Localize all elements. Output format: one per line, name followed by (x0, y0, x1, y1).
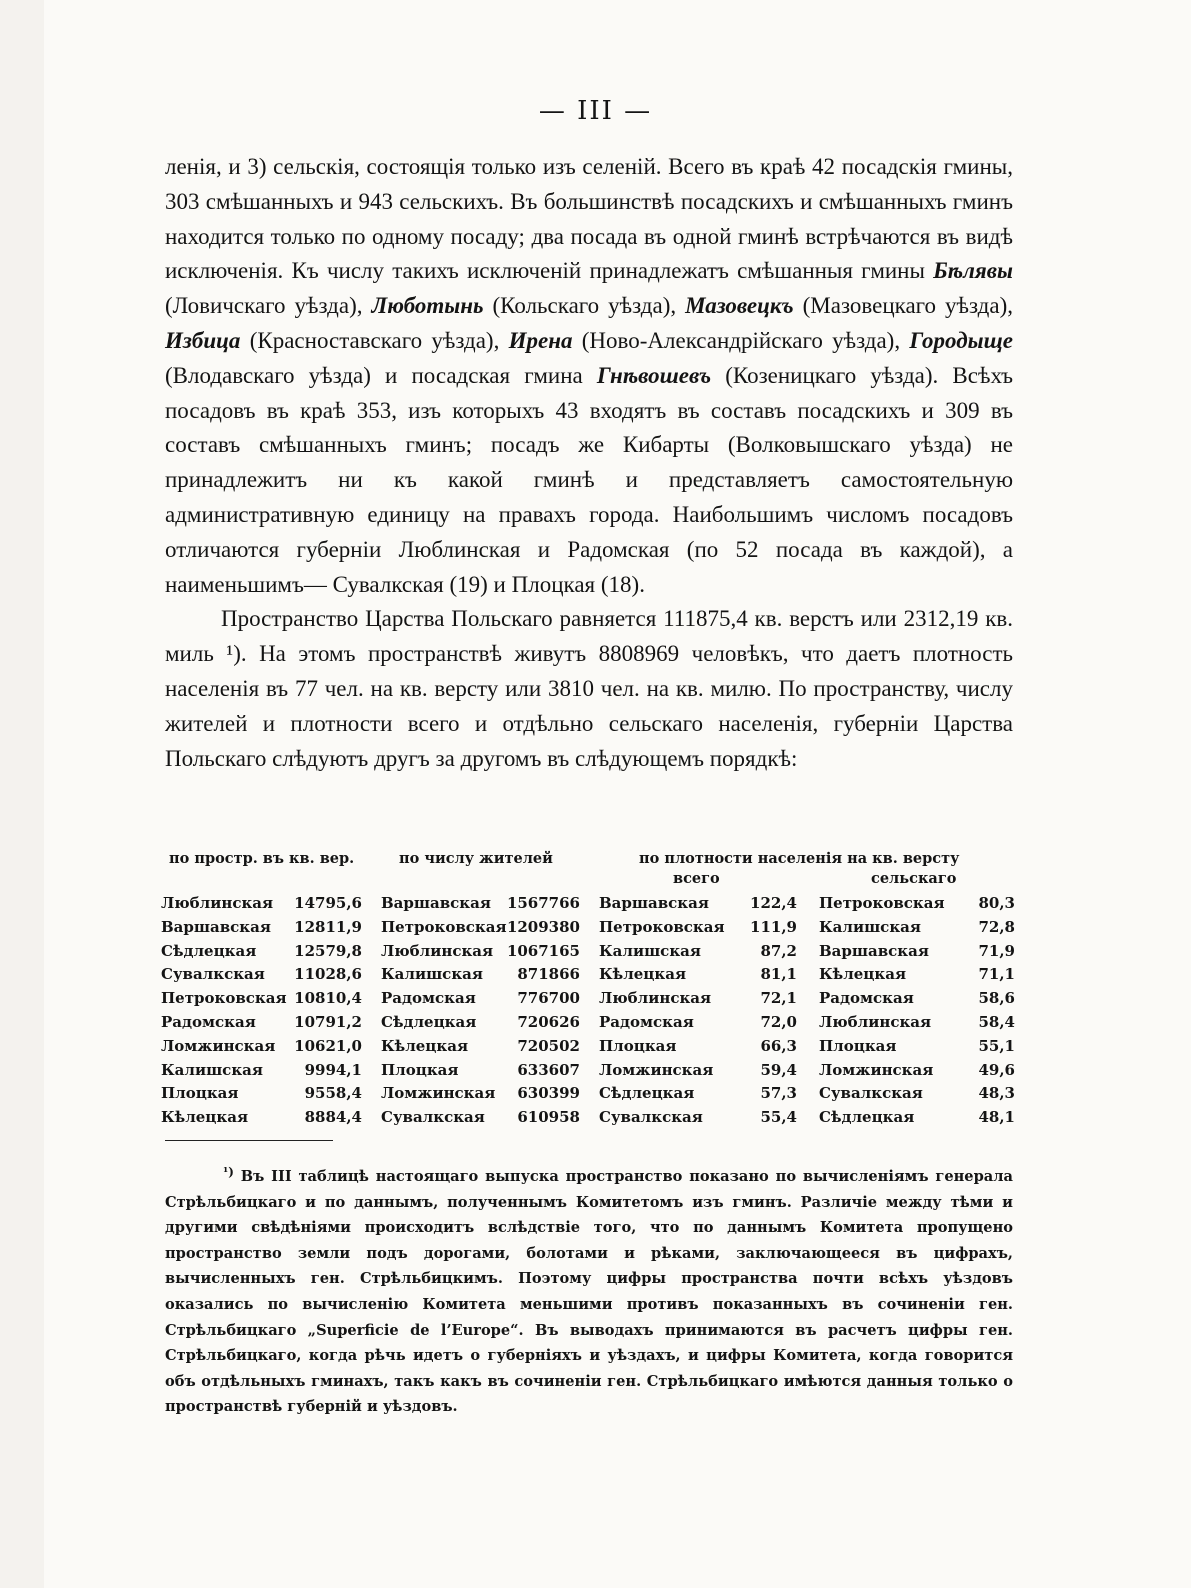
table-cell-name: Плоцкая (599, 1036, 677, 1055)
table-cell-name: Ломжинская (599, 1060, 714, 1079)
table-cell-name: Сувалкская (599, 1108, 703, 1127)
table-cell-value: 14795,6 (294, 894, 362, 912)
table-cell-name: Радомская (819, 989, 914, 1008)
ranking-table (161, 850, 1017, 1132)
table-cell-value: 71,9 (978, 941, 1015, 960)
text-run: (Кольскаго уѣзда), (483, 293, 686, 319)
table-cell-name: Калишская (599, 941, 701, 960)
paragraph-2: Пространство Царства Польскаго равняется 111875,4 кв. верстъ или 2312,19 кв. миль ¹). На этомъ пространствѣ живутъ 8808969 человѣкъ, что даетъ плотность населенія въ 77 чел. на кв. версту или 3810 чел. на кв. милю. По пространству, числу жителей и плотности всего и отдѣльно сельскаго населенія, губерніи Царства Польскаго слѣдуютъ другъ за другомъ въ слѣдующемъ порядкѣ: (165, 606, 1013, 771)
table-cell-value: 11028,6 (294, 965, 362, 984)
table-cell-value: 1209380 (506, 917, 580, 936)
paragraph-1 (165, 150, 1013, 602)
footnote-rule (165, 1140, 333, 1141)
text-run: ленія, и 3) сельскія, состоящія только изъ селеній. Всего въ краѣ 42 посадскія гмины, 303 смѣшанныхъ и 943 сельскихъ. Въ большинствѣ посадскихъ и смѣшанныхъ гминъ находится только по одному посаду; два посада въ одной гминѣ встрѣчаются въ видѣ исключенія. Къ числу такихъ исключеній принадлежатъ смѣшанныя гмины (165, 154, 1013, 284)
table-row (161, 965, 1017, 989)
table-cell-name: Петроковская (819, 894, 945, 912)
table-cell-name: Люблинская (381, 941, 494, 960)
header-area: по простр. въ кв. вер. (169, 850, 355, 867)
table-cell-name: Варшавская (819, 941, 929, 960)
table-cell-value: 49,6 (978, 1060, 1015, 1079)
table-row (161, 942, 1017, 966)
footnote-mark: ¹) (223, 1165, 234, 1179)
text-run: (Мазовецкаго уѣзда), (793, 293, 1013, 319)
table-cell-value: 48,3 (978, 1084, 1015, 1103)
header-density: по плотности населенія на кв. версту (639, 850, 960, 867)
table-cell-value: 87,2 (760, 941, 797, 960)
emphasis-gnevoshev: Гнѣвошевъ (596, 362, 712, 388)
table-cell-name: Ломжинская (161, 1036, 276, 1055)
table-cell-value: 12579,8 (294, 941, 362, 960)
table-cell-value: 57,3 (760, 1084, 797, 1103)
table-row (161, 1037, 1017, 1061)
table-cell-name: Люблинская (161, 894, 274, 912)
table-cell-value: 58,4 (978, 1012, 1015, 1031)
table-cell-value: 871866 (517, 965, 580, 984)
table-row (161, 918, 1017, 942)
table-cell-value: 72,8 (978, 917, 1015, 936)
table-cell-value: 8884,4 (304, 1108, 362, 1127)
table-row (161, 1013, 1017, 1037)
table-cell-name: Калишская (819, 917, 921, 936)
table-cell-name: Радомская (161, 1012, 256, 1031)
emphasis-irena: Ирена (508, 327, 573, 353)
table-cell-name: Сувалкская (161, 965, 265, 984)
table-cell-value: 720502 (517, 1036, 580, 1055)
table-cell-name: Петроковская (161, 989, 287, 1008)
header-density-rural: сельскаго (871, 870, 957, 887)
table-cell-name: Кѣлецкая (381, 1036, 469, 1055)
table-cell-name: Петроковская (599, 917, 725, 936)
text-run: (Влодавскаго уѣзда) и посадская гмина (165, 362, 597, 388)
table-cell-name: Плоцкая (819, 1036, 897, 1055)
table-cell-name: Ломжинская (381, 1084, 496, 1103)
table-cell-name: Радомская (599, 1012, 694, 1031)
table-row (161, 894, 1017, 918)
table-cell-name: Кѣлецкая (599, 965, 687, 984)
table-cell-value: 72,0 (760, 1012, 797, 1031)
table-cell-name: Калишская (381, 965, 483, 984)
table-cell-value: 59,4 (760, 1060, 797, 1079)
text-run: (Красноставскаго уѣзда), (240, 327, 509, 353)
table-cell-name: Сѣдлецкая (819, 1108, 915, 1127)
table-cell-value: 610958 (517, 1108, 580, 1127)
table-cell-name: Люблинская (599, 989, 712, 1008)
emphasis-izbitsa: Избица (165, 327, 241, 353)
table-cell-value: 9994,1 (304, 1060, 362, 1079)
table-cell-value: 72,1 (760, 989, 797, 1008)
table-cell-value: 111,9 (750, 917, 797, 936)
footnote (165, 1160, 1013, 1420)
text-run: (Ново-Александрійскаго уѣзда), (572, 327, 910, 353)
table-cell-value: 12811,9 (294, 917, 362, 936)
table-cell-value: 122,4 (750, 894, 797, 912)
table-cell-value: 776700 (517, 989, 580, 1008)
table-cell-name: Ломжинская (819, 1060, 934, 1079)
table-cell-name: Кѣлецкая (161, 1108, 249, 1127)
table-cell-value: 633607 (517, 1060, 580, 1079)
table-cell-value: 720626 (517, 1012, 580, 1031)
table-body (161, 894, 1017, 1132)
text-run: (Козеницкаго уѣзда). Всѣхъ посадовъ въ краѣ 353, изъ которыхъ 43 входятъ въ составъ посадскихъ и 309 въ составъ смѣшанныхъ гминъ; посадъ же Кибарты (Волковышскаго уѣзда) не принадлежитъ ни къ какой гминѣ и представляетъ самостоятельную административную единицу на правахъ города. Наибольшимъ числомъ посадовъ отличаются губерніи Люблинская и Радомская (по 52 посада въ каждой), а наименьшимъ— Сувалкская (19) и Плоцкая (18). (165, 362, 1013, 597)
emphasis-mazovetsk: Мазовецкъ (685, 293, 794, 319)
table-cell-name: Петроковская (381, 917, 507, 936)
table-cell-name: Варшавская (599, 894, 709, 912)
table-cell-value: 10810,4 (294, 989, 362, 1008)
table-cell-name: Плоцкая (381, 1060, 459, 1079)
table-cell-name: Сѣдлецкая (599, 1084, 695, 1103)
table-cell-value: 48,1 (978, 1108, 1015, 1127)
table-cell-name: Калишская (161, 1060, 263, 1079)
table-cell-value: 55,4 (760, 1108, 797, 1127)
table-header (161, 850, 1017, 894)
table-cell-name: Сувалкская (381, 1108, 485, 1127)
footnote-text: Въ III таблицѣ настоящаго выпуска пространство показано по вычисленіямъ генерала Стрѣльбицкаго и по даннымъ, полученнымъ Комитетомъ изъ гминъ. Различіе между тѣми и другими свѣдѣніями происходитъ вслѣдствіе того, что по даннымъ Комитета пропущено пространство земли подъ дорогами, болотами и рѣками, заключающееся въ цифрахъ, вычисленныхъ ген. Стрѣльбицкимъ. Поэтому цифры пространства почти всѣхъ уѣздовъ оказались по вычисленію Комитета меньшими противъ показанныхъ въ сочиненіи ген. Стрѣльбицкаго „Superficie de l’Europe“. Въ выводахъ принимаются въ расчетъ цифры ген. Стрѣльбицкаго, когда рѣчь идетъ о губерніяхъ и уѣздахъ, и цифры Комитета, когда говорится объ отдѣльныхъ гминахъ, такъ какъ въ сочиненіи ген. Стрѣльбицкаго имѣются данныя только о пространствѣ губерній и уѣздовъ. (165, 1168, 1013, 1416)
table-cell-value: 66,3 (760, 1036, 797, 1055)
table-cell-value: 80,3 (978, 894, 1015, 912)
table-cell-name: Плоцкая (161, 1084, 239, 1103)
table-cell-name: Радомская (381, 989, 476, 1008)
page-number: — III — (538, 96, 653, 126)
body-text (165, 150, 1013, 776)
table-row (161, 989, 1017, 1013)
table-cell-name: Варшавская (381, 894, 491, 912)
table-cell-name: Сѣдлецкая (161, 941, 257, 960)
table-cell-name: Варшавская (161, 917, 271, 936)
table-cell-name: Кѣлецкая (819, 965, 907, 984)
table-row (161, 1061, 1017, 1085)
table-cell-value: 55,1 (978, 1036, 1015, 1055)
text-run: (Ловичскаго уѣзда), (165, 293, 372, 319)
emphasis-belyavy: Бѣлявы (933, 258, 1013, 284)
table-cell-value: 81,1 (760, 965, 797, 984)
table-row (161, 1084, 1017, 1108)
table-cell-name: Сѣдлецкая (381, 1012, 477, 1031)
header-population: по числу жителей (399, 850, 553, 867)
table-cell-value: 71,1 (978, 965, 1015, 984)
table-cell-value: 10791,2 (294, 1012, 362, 1031)
table-cell-name: Люблинская (819, 1012, 932, 1031)
table-cell-name: Сувалкская (819, 1084, 923, 1103)
emphasis-gorodyshche: Городыще (909, 327, 1013, 353)
table-cell-value: 58,6 (978, 989, 1015, 1008)
table-cell-value: 1567766 (506, 894, 580, 912)
table-cell-value: 10621,0 (294, 1036, 362, 1055)
table-cell-value: 630399 (517, 1084, 580, 1103)
table-cell-value: 1067165 (506, 941, 580, 960)
emphasis-lyubotyn: Люботынь (371, 293, 484, 319)
header-density-total: всего (673, 870, 720, 887)
table-row (161, 1108, 1017, 1132)
table-cell-value: 9558,4 (304, 1084, 362, 1103)
